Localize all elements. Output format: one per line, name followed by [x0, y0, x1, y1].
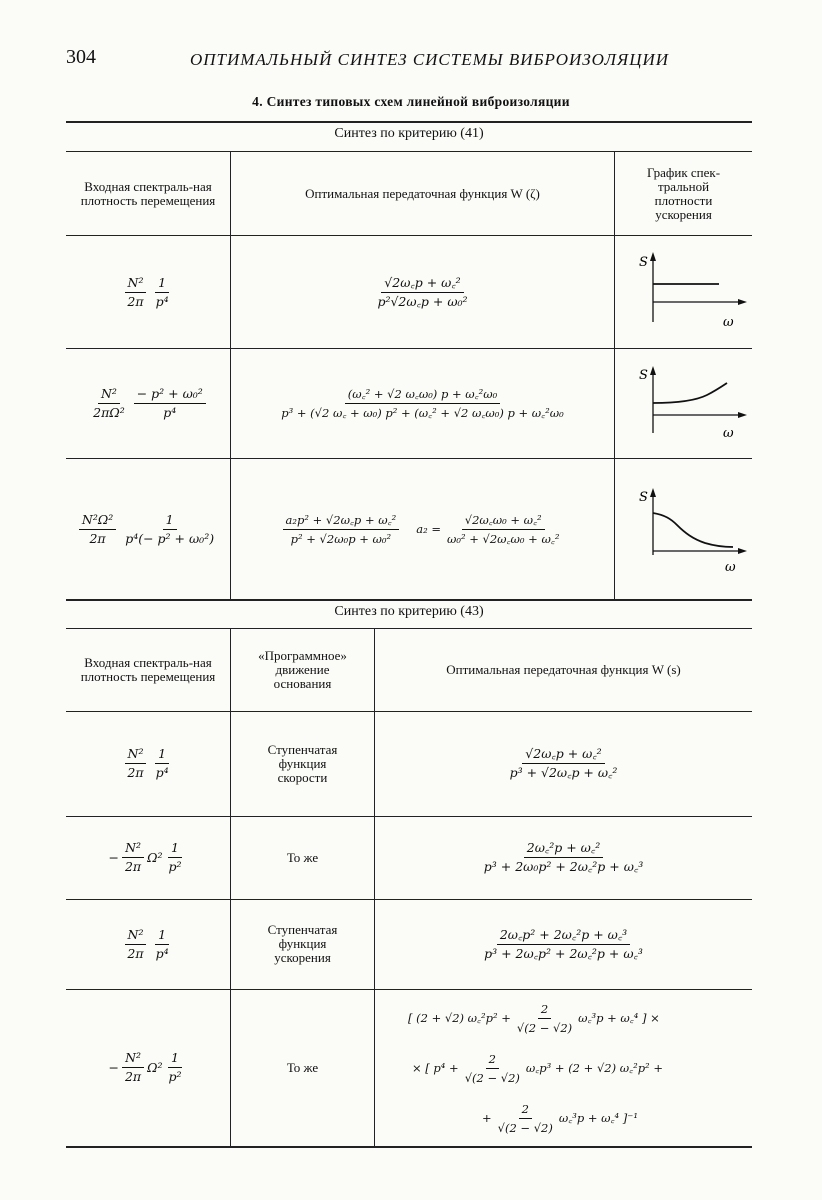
running-head: ОПТИМАЛЬНЫЙ СИНТЕЗ СИСТЕМЫ ВИБРОИЗОЛЯЦИИ: [190, 50, 670, 69]
graph-y-label: S: [639, 255, 648, 270]
input-denominator: 2π: [124, 859, 142, 874]
input-denominator-2: p²: [168, 859, 182, 874]
table-top-rule: [66, 121, 752, 123]
input-denominator-2: p⁴: [163, 404, 177, 420]
input-factor: Ω²: [147, 849, 163, 865]
formula-denominator: √(2 − √2): [464, 1070, 520, 1085]
spectral-density-graph: [615, 459, 752, 599]
table-row-transfer: [231, 459, 614, 599]
input-denominator: 2π: [89, 530, 106, 546]
input-numerator: N²: [122, 841, 144, 858]
input-numerator-2: − p² + ω₀²: [134, 387, 206, 404]
formula-text: ω꜀³p + ω꜀⁴ ]⁻¹: [558, 1110, 638, 1125]
program-motion-cell: Ступенчатая функция ускорения: [267, 922, 338, 965]
input-denominator-2: p⁴: [155, 765, 169, 780]
table-row-transfer: [375, 817, 752, 898]
transfer-denominator: p³ + 2ω₀p² + 2ω꜀²p + ω꜀³: [483, 859, 644, 874]
input-numerator: N²: [125, 747, 147, 764]
input-numerator-2: 1: [155, 276, 169, 293]
input-denominator: 2π: [127, 293, 144, 309]
program-motion-cell: Ступенчатая функция скорости: [267, 741, 338, 785]
transfer-numerator: √2ω꜀p + ω꜀²: [381, 276, 463, 293]
table-row-transfer: [231, 236, 614, 348]
header-program-motion: «Программное» движение основания: [258, 648, 347, 691]
input-numerator: N²: [98, 387, 120, 404]
input-denominator: 2π: [127, 945, 144, 961]
table-row-transfer: [382, 993, 748, 1143]
input-numerator: N²: [125, 276, 147, 293]
section-title: 4. Синтез типовых схем линейной виброизоляции: [252, 94, 570, 109]
graph-x-arrow: [738, 548, 747, 554]
graph-x-arrow: [738, 299, 747, 305]
coefficient-label: a₂ =: [416, 522, 441, 536]
graph-x-label: ω: [723, 426, 734, 441]
header-transfer-function: Оптимальная передаточная функция W (s): [446, 662, 681, 677]
graph-y-arrow: [650, 252, 656, 261]
input-denominator-2: p⁴: [155, 945, 169, 961]
table2-band-title: Синтез по критерию (43): [334, 604, 484, 619]
graph-y-label: S: [639, 368, 648, 383]
formula-denominator: √(2 − √2): [497, 1120, 553, 1135]
table-bottom-rule: [66, 1146, 752, 1148]
table-row-input: [66, 900, 230, 988]
graph-y-arrow: [650, 366, 656, 375]
table-row-input: [66, 817, 230, 898]
rule: [66, 151, 752, 152]
transfer-denominator: p²√2ω꜀p + ω₀²: [377, 293, 468, 309]
spectral-density-graph: [615, 349, 752, 457]
transfer-denominator: p² + √2ω₀p + ω₀²: [290, 531, 392, 546]
transfer-denominator: p³ + 2ω꜀p² + 2ω꜀²p + ω꜀³: [484, 945, 643, 961]
transfer-numerator: √2ω꜀p + ω꜀²: [522, 747, 604, 764]
graph-x-arrow: [738, 412, 747, 418]
table1-band-title: Синтез по критерию (41): [334, 126, 484, 141]
header-input-density: Входная спектраль-ная плотность перемещения: [80, 655, 216, 684]
formula-numerator: 2: [538, 1002, 551, 1019]
formula-line-1: [382, 1002, 748, 1035]
input-denominator: 2π: [127, 765, 144, 780]
input-numerator: N²: [125, 928, 147, 945]
transfer-numerator: (ω꜀² + √2 ω꜀ω₀) p + ω꜀²ω₀: [345, 387, 500, 404]
transfer-numerator: a₂p² + √2ω꜀p + ω꜀²: [283, 513, 400, 530]
table-row-input: [66, 236, 230, 348]
table-row-input: [66, 712, 230, 815]
input-factor: Ω²: [147, 1059, 163, 1075]
graph-x-label: ω: [723, 315, 734, 330]
rule: [66, 628, 752, 629]
graph-curve: [653, 513, 733, 547]
input-numerator: N²Ω²: [79, 513, 116, 530]
formula-text: [ (2 + √2) ω꜀²p² +: [408, 1010, 511, 1025]
table-row-transfer: [375, 900, 752, 988]
input-numerator-2: 1: [155, 928, 169, 945]
page-number: 304: [66, 46, 96, 68]
table-row-input: [66, 990, 230, 1145]
formula-line-2: [382, 1052, 748, 1085]
graph-x-label: ω: [725, 560, 736, 575]
program-motion-cell: То же: [286, 849, 319, 865]
transfer-numerator: 2ω꜀²p + ω꜀²: [524, 841, 603, 858]
coefficient-numerator: √2ω꜀ω₀ + ω꜀²: [462, 513, 545, 530]
input-numerator-2: 1: [155, 747, 169, 764]
transfer-denominator: p³ + √2ω꜀p + ω꜀²: [509, 765, 618, 780]
spectral-density-graph: [615, 236, 752, 348]
formula-text: ω꜀³p + ω꜀⁴ ] ×: [578, 1010, 660, 1025]
coefficient-denominator: ω₀² + √2ω꜀ω₀ + ω꜀²: [446, 531, 560, 546]
formula-text: ω꜀p³ + (2 + √2) ω꜀²p² +: [525, 1060, 663, 1075]
formula-denominator: √(2 − √2): [516, 1020, 573, 1035]
input-denominator: 2πΩ²: [93, 404, 125, 420]
table-row-transfer: [231, 349, 614, 457]
input-denominator-2: p⁴: [155, 293, 169, 309]
input-numerator: N²: [122, 1051, 144, 1068]
table-row-input: [66, 349, 230, 457]
input-sign: −: [108, 849, 119, 865]
table-row-input: [66, 459, 230, 599]
table-bottom-rule: [66, 599, 752, 601]
input-sign: −: [108, 1059, 119, 1075]
input-numerator-2: 1: [168, 1051, 182, 1068]
formula-numerator: 2: [486, 1052, 499, 1069]
transfer-numerator: 2ω꜀p² + 2ω꜀²p + ω꜀³: [497, 928, 630, 945]
graph-curve: [653, 383, 727, 403]
input-numerator-2: 1: [168, 841, 182, 858]
input-denominator-2: p⁴(− p² + ω₀²): [125, 530, 215, 546]
input-denominator: 2π: [124, 1069, 142, 1084]
graph-y-arrow: [650, 488, 656, 497]
table-row-transfer: [375, 712, 752, 815]
header-graph: График спек-тральной плотности ускорения: [646, 165, 721, 222]
formula-text: × [ p⁴ +: [412, 1061, 459, 1075]
formula-numerator: 2: [519, 1102, 532, 1119]
input-numerator-2: 1: [163, 513, 177, 530]
program-motion-cell: То же: [286, 1059, 319, 1075]
header-transfer-function: Оптимальная передаточная функция W (ζ): [305, 186, 540, 201]
input-denominator-2: p²: [168, 1069, 182, 1084]
formula-text: +: [482, 1111, 492, 1125]
header-input-density: Входная спектраль-ная плотность перемещения: [80, 179, 216, 208]
graph-y-label: S: [639, 490, 648, 505]
transfer-denominator: p³ + (√2 ω꜀ + ω₀) p² + (ω꜀² + √2 ω꜀ω₀) p + ω꜀²ω₀: [281, 405, 564, 420]
formula-line-3: [382, 1102, 748, 1135]
